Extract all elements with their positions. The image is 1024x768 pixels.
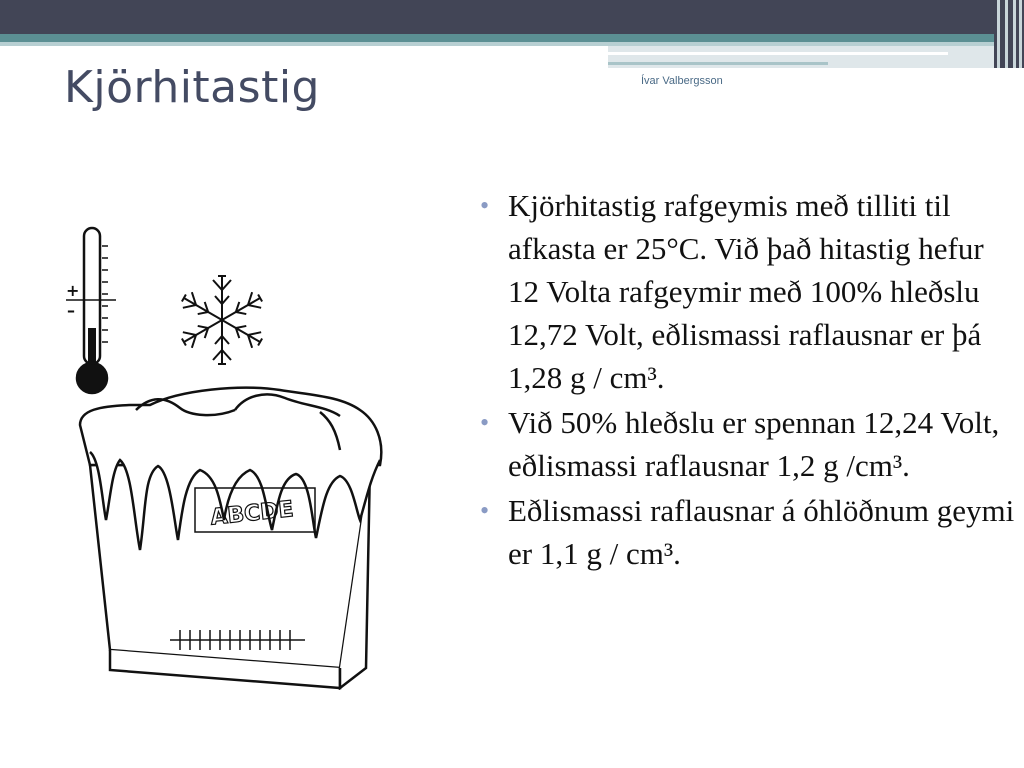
header-dark-band (0, 0, 1024, 34)
bullet-item: • Eðlismassi raflausnar á óhlöðnum geymi er 1,1 g / cm³. (478, 489, 1018, 575)
slide-title: Kjörhitastig (64, 62, 320, 113)
bullet-list (478, 184, 1018, 577)
battery-label: ABCDE (209, 497, 295, 531)
bullet-item: • Við 50% hleðslu er spennan 12,24 Volt, eðlismassi raflausnar 1,2 g /cm³. (478, 401, 1018, 487)
header-vertical-stripes (994, 0, 1024, 68)
frozen-battery-illustration (40, 220, 400, 690)
header-accent-line (608, 52, 948, 55)
header-accent-line-2 (608, 62, 828, 65)
thermometer-minus-label: – (67, 301, 75, 320)
bullet-item: • Kjörhitastig rafgeymis með tilliti til afkasta er 25°C. Við það hitastig hefur 12 Volta rafgeymir með 100% hleðslu 12,72 Volt, eðlismassi raflausnar er þá 1,28 g / cm³. (478, 184, 1018, 399)
author-name: Ívar Valbergsson (641, 75, 723, 87)
header-teal-line (0, 34, 1024, 42)
snowflake-icon (179, 276, 264, 364)
battery-icon (80, 388, 381, 688)
thermometer-plus-label: + (66, 281, 80, 300)
